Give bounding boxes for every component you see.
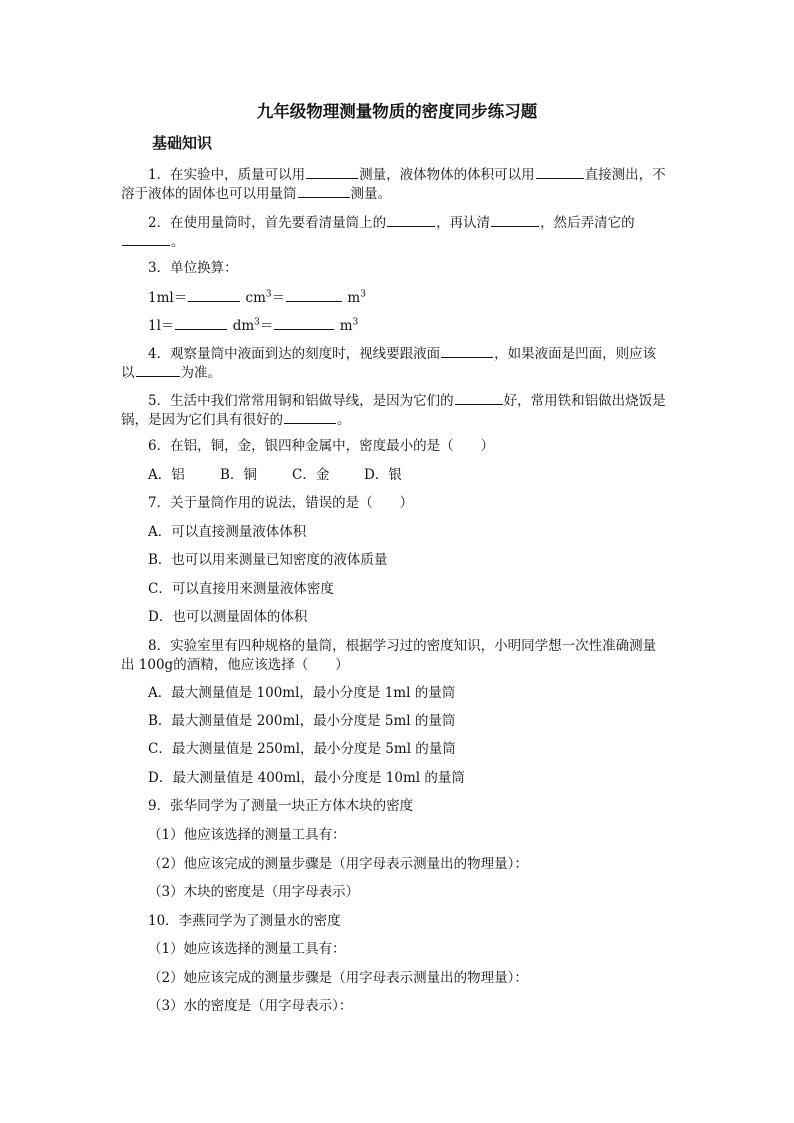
answer-blank[interactable] [306, 164, 358, 179]
unit-text: dm [232, 318, 255, 334]
unit-text: m [339, 318, 353, 334]
option-d[interactable]: D．银 [364, 467, 402, 483]
question-4-line-1 [148, 343, 656, 363]
question-5-line-2 [121, 409, 351, 429]
answer-blank[interactable] [441, 343, 493, 358]
question-8-stem-line-1: 8．实验室里有四种规格的量筒，根据学习过的密度知识，小明同学想一次性准确测量 [148, 638, 657, 654]
q2-text-d: 。 [171, 234, 185, 250]
question-6-options [148, 466, 402, 484]
question-3-line-2 [148, 315, 358, 335]
answer-blank[interactable] [284, 409, 336, 424]
q4-text-d: 为准。 [180, 365, 221, 381]
section-heading: 基础知识 [152, 134, 213, 152]
q5-text-b: 好，常用铁和铝做出烧饭是 [503, 393, 666, 409]
q2-text-a: 2．在使用量筒时，首先要看清量筒上的 [148, 215, 387, 231]
question-3-line-1 [148, 287, 366, 307]
option-a[interactable]: A．铝 [148, 467, 185, 483]
question-9-part-3: （3）木块的密度是（用字母表示） [148, 884, 360, 900]
question-8-option-d[interactable]: D．最大测量值是 400ml，最小分度是 10ml 的量筒 [148, 770, 465, 786]
superscript: 3 [265, 289, 272, 300]
answer-blank[interactable] [491, 212, 539, 227]
answer-blank[interactable] [188, 287, 240, 302]
answer-blank[interactable] [274, 315, 334, 330]
answer-blank[interactable] [387, 212, 435, 227]
question-6-stem: 6．在铝，铜，金，银四种金属中，密度最小的是（ ） [148, 438, 495, 454]
q2-text-c: ，然后弄清它的 [540, 215, 635, 231]
q4-text-c: 以 [121, 365, 135, 381]
question-10-stem: 10．李燕同学为了测量水的密度 [148, 913, 341, 929]
question-7-stem: 7．关于量筒作用的说法，错误的是（ ） [148, 495, 414, 511]
q1-text-e: 测量。 [350, 186, 391, 202]
question-10-part-1: （1）她应该选择的测量工具有： [148, 941, 346, 957]
question-10-part-2: （2）她应该完成的测量步骤是（用字母表示测量出的物理量）： [148, 970, 528, 986]
answer-blank[interactable] [455, 390, 503, 405]
question-5-line-1 [148, 390, 666, 410]
question-4-line-2 [121, 362, 221, 382]
answer-blank[interactable] [286, 287, 342, 302]
q3-text: ＝ [259, 318, 274, 334]
question-3-stem: 3．单位换算： [148, 260, 238, 276]
q4-text-a: 4．观察量筒中液面到达的刻度时，视线要跟液面 [148, 346, 441, 362]
unit-text: m [347, 290, 361, 306]
q1-text-a: 1．在实验中，质量可以用 [148, 167, 306, 183]
q5-text-d: 。 [337, 412, 351, 428]
answer-blank[interactable] [536, 164, 584, 179]
answer-blank[interactable] [175, 315, 227, 330]
q5-text-a: 5．生活中我们常常用铜和铝做导线，是因为它们的 [148, 393, 454, 409]
q1-text-d: 溶于液体的固体也可以用量筒 [121, 186, 297, 202]
superscript: 3 [254, 317, 260, 328]
q2-text-b: ，再认清 [436, 215, 491, 231]
q3-text: ＝ [271, 290, 286, 306]
q3-text: 1l＝ [148, 318, 175, 334]
question-8-option-b[interactable]: B．最大测量值是 200ml，最小分度是 5ml 的量筒 [148, 713, 456, 729]
question-2-line-2 [121, 231, 185, 251]
page-title: 九年级物理测量物质的密度同步练习题 [256, 102, 538, 121]
answer-blank[interactable] [136, 362, 180, 377]
option-c[interactable]: C．金 [292, 467, 330, 483]
unit-text: cm [245, 290, 266, 306]
q3-text: 1ml＝ [148, 290, 188, 306]
question-2-line-1 [148, 212, 635, 232]
question-8-option-c[interactable]: C．最大测量值是 250ml，最小分度是 5ml 的量筒 [148, 741, 456, 757]
question-1-line-2 [121, 183, 391, 203]
answer-blank[interactable] [122, 231, 170, 246]
q5-text-c: 锅，是因为它们具有很好的 [121, 412, 283, 428]
question-7-option-d[interactable]: D．也可以测量固体的体积 [148, 609, 308, 625]
option-b[interactable]: B．铜 [220, 467, 257, 483]
question-10-part-3: （3）水的密度是（用字母表示）： [148, 998, 353, 1014]
superscript: 3 [360, 289, 366, 300]
question-7-option-c[interactable]: C．可以直接用来测量液体密度 [148, 581, 334, 597]
answer-blank[interactable] [298, 183, 350, 198]
question-8-option-a[interactable]: A．最大测量值是 100ml，最小分度是 1ml 的量筒 [148, 685, 456, 701]
question-1-line-1 [148, 164, 666, 184]
superscript: 3 [352, 317, 359, 328]
question-7-option-b[interactable]: B．也可以用来测量已知密度的液体质量 [148, 552, 388, 568]
question-9-part-1: （1）他应该选择的测量工具有： [148, 827, 346, 843]
q1-text-c: 直接测出，不 [584, 167, 666, 183]
question-8-stem-line-2: 出 100g的酒精，他应该选择（ ） [121, 657, 349, 673]
question-7-option-a[interactable]: A．可以直接测量液体体积 [148, 524, 307, 540]
question-9-stem: 9．张华同学为了测量一块正方体木块的密度 [148, 798, 414, 814]
q1-text-b: 测量，液体物体的体积可以用 [359, 167, 535, 183]
question-9-part-2: （2）他应该完成的测量步骤是（用字母表示测量出的物理量）： [148, 856, 528, 872]
q4-text-b: ，如果液面是凹面，则应该 [494, 346, 657, 362]
